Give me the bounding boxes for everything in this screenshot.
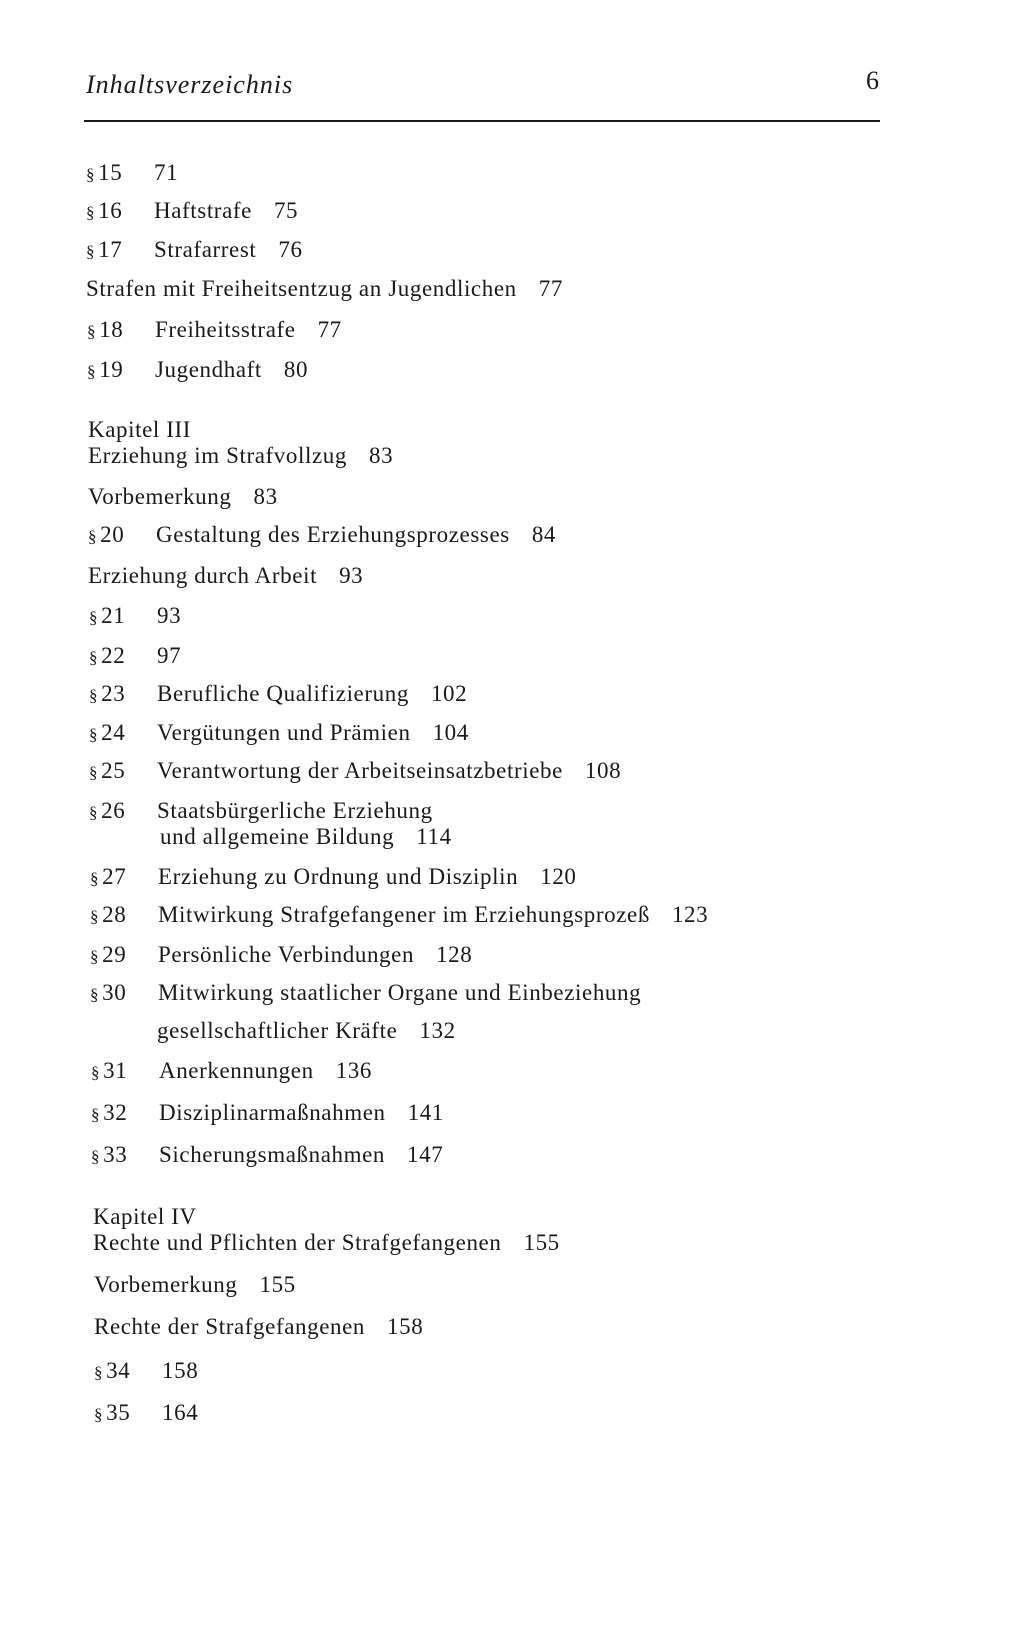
chapter-title: Rechte und Pflichten der Strafgefangenen [93,1230,502,1255]
page-ref: 102 [430,681,468,706]
section-number: 27 [102,864,127,889]
entry-title: Vorbemerkung [94,1272,238,1297]
toc-entry-s18 [87,317,342,345]
page-ref: 114 [416,824,452,849]
toc-entry-s20 [88,522,556,550]
entry-title: Mitwirkung staatlicher Organe und Einbeziehung [158,980,642,1005]
section-number: 24 [101,720,126,745]
toc-entry-s33 [91,1142,443,1170]
entry-title: Freiheitsstrafe [155,317,296,342]
page-ref: 77 [317,317,342,342]
page-ref: 80 [283,357,309,382]
toc-chapter-4 [93,1204,560,1256]
toc-entry-vorbemerkung-4 [94,1272,296,1298]
entry-title: Mitwirkung Strafgefangener im Erziehungsprozeß [158,902,650,927]
page-ref: 136 [335,1058,373,1083]
section-number: 16 [98,198,123,223]
section-symbol: § [86,203,96,222]
section-symbol: § [90,947,100,966]
toc-heading-rechte [94,1314,423,1340]
section-number: 28 [102,902,127,927]
page-ref: 158 [387,1314,424,1339]
section-symbol: § [90,907,100,926]
section-symbol: § [86,242,96,261]
section-number: 31 [103,1058,128,1083]
page-ref: 76 [278,237,303,262]
section-number: 34 [106,1358,131,1383]
section-symbol: § [94,1405,104,1424]
section-symbol: § [94,1363,104,1382]
section-number: 32 [103,1100,128,1125]
section-symbol: § [90,869,100,888]
section-number: 15 [98,160,123,185]
page-ref: 84 [531,522,557,547]
chapter-title: Erziehung im Strafvollzug [88,443,347,468]
section-symbol: § [89,725,99,744]
page-ref: 155 [259,1272,296,1297]
chapter-label: Kapitel IV [93,1204,197,1229]
entry-title-continuation: gesellschaftlicher Kräfte [157,1018,398,1043]
section-symbol: § [89,803,99,822]
toc-entry-s28 [90,902,708,930]
section-number: 19 [99,357,124,382]
toc-entry-s27 [90,864,577,892]
entry-title: Strafen mit Freiheitsentzug an Jugendlichen [86,276,517,301]
entry-title: Erziehung zu Ordnung und Disziplin [158,864,519,889]
section-symbol: § [91,1105,101,1124]
section-number: 30 [102,980,127,1005]
section-number: 21 [101,603,126,628]
entry-title: Berufliche Qualifizierung [157,681,409,706]
page-ref: 93 [339,563,364,588]
page-ref: 120 [540,864,577,889]
toc-entry-s35 [94,1400,198,1428]
toc-chapter-3 [88,417,393,469]
toc-entry-s24 [89,720,469,748]
page-ref: 83 [369,443,394,468]
section-symbol: § [87,322,97,341]
section-symbol: § [88,527,98,546]
page-ref: 108 [584,758,622,783]
section-number: 17 [98,237,123,262]
toc-entry-s15 [86,160,178,188]
section-symbol: § [91,1147,101,1166]
toc-heading-erziehung-arbeit [88,563,363,589]
entry-title: Disziplinarmaßnahmen [159,1100,386,1125]
entry-title: Staatsbürgerliche Erziehung [157,798,433,823]
toc-entry-vorbemerkung-3 [88,484,278,510]
toc-entry-s30-continuation [86,1018,456,1044]
toc-entry-s34 [94,1358,198,1386]
page-ref: 104 [432,720,469,745]
section-symbol: § [89,608,99,627]
toc-entry-s26-continuation [89,824,452,850]
toc-entry-s32 [91,1100,444,1128]
page-ref: 141 [407,1100,444,1125]
section-symbol: § [89,686,99,705]
section-number: 20 [100,522,125,547]
toc-entry-s25 [89,758,621,786]
page-number: 6 [866,66,879,95]
section-number: 26 [101,798,126,823]
page-ref: 75 [273,198,299,223]
section-symbol: § [89,648,99,667]
section-symbol: § [91,1063,101,1082]
page-ref: 93 [157,603,182,628]
entry-title: Erziehung durch Arbeit [88,563,318,588]
toc-entry-s29 [90,942,472,970]
section-number: 18 [99,317,124,342]
toc-entry-s19 [87,357,308,385]
toc-entry-s23 [89,681,467,709]
page-ref: 123 [671,902,709,927]
page-ref: 158 [162,1358,199,1383]
entry-title: Vergütungen und Prämien [157,720,411,745]
section-symbol: § [90,985,100,1004]
page-ref: 164 [162,1400,199,1425]
page-ref: 83 [253,484,278,509]
page-ref: 132 [419,1018,456,1043]
entry-title: Verantwortung der Arbeitseinsatzbetriebe [157,758,563,783]
entry-title: Haftstrafe [154,198,252,223]
entry-title: Persönliche Verbindungen [158,942,415,967]
entry-title: Sicherungsmaßnahmen [159,1142,386,1167]
section-number: 23 [101,681,126,706]
page-ref: 77 [538,276,563,301]
section-symbol: § [87,362,97,381]
entry-title: Rechte der Strafgefangenen [94,1314,366,1339]
entry-title-continuation: und allgemeine Bildung [160,824,395,849]
section-number: 33 [103,1142,128,1167]
toc-entry-s17 [86,237,303,265]
section-symbol: § [89,763,99,782]
page-ref: 97 [157,643,182,668]
entry-title: Vorbemerkung [88,484,232,509]
header-rule [84,120,880,122]
entry-title: Jugendhaft [155,357,262,382]
section-symbol: § [86,165,96,184]
toc-entry-s26 [89,798,433,826]
toc-heading-strafen-jugendlichen [86,276,563,302]
toc-entry-s31 [91,1058,372,1086]
toc-entry-s16 [86,198,298,226]
page-ref: 147 [407,1142,444,1167]
entry-title: Anerkennungen [159,1058,314,1083]
page-ref: 71 [154,160,179,185]
section-number: 35 [106,1400,131,1425]
page-ref: 155 [523,1230,560,1255]
entry-title: Gestaltung des Erziehungsprozesses [156,522,510,547]
entry-title: Strafarrest [154,237,257,262]
section-number: 29 [102,942,127,967]
running-head-title: Inhaltsverzeichnis [86,70,294,99]
toc-entry-s22 [89,643,181,671]
toc-entry-s21 [89,603,181,631]
section-number: 25 [101,758,126,783]
section-number: 22 [101,643,126,668]
chapter-label: Kapitel III [88,417,192,442]
toc-entry-s30 [90,980,641,1008]
page-ref: 128 [436,942,473,967]
